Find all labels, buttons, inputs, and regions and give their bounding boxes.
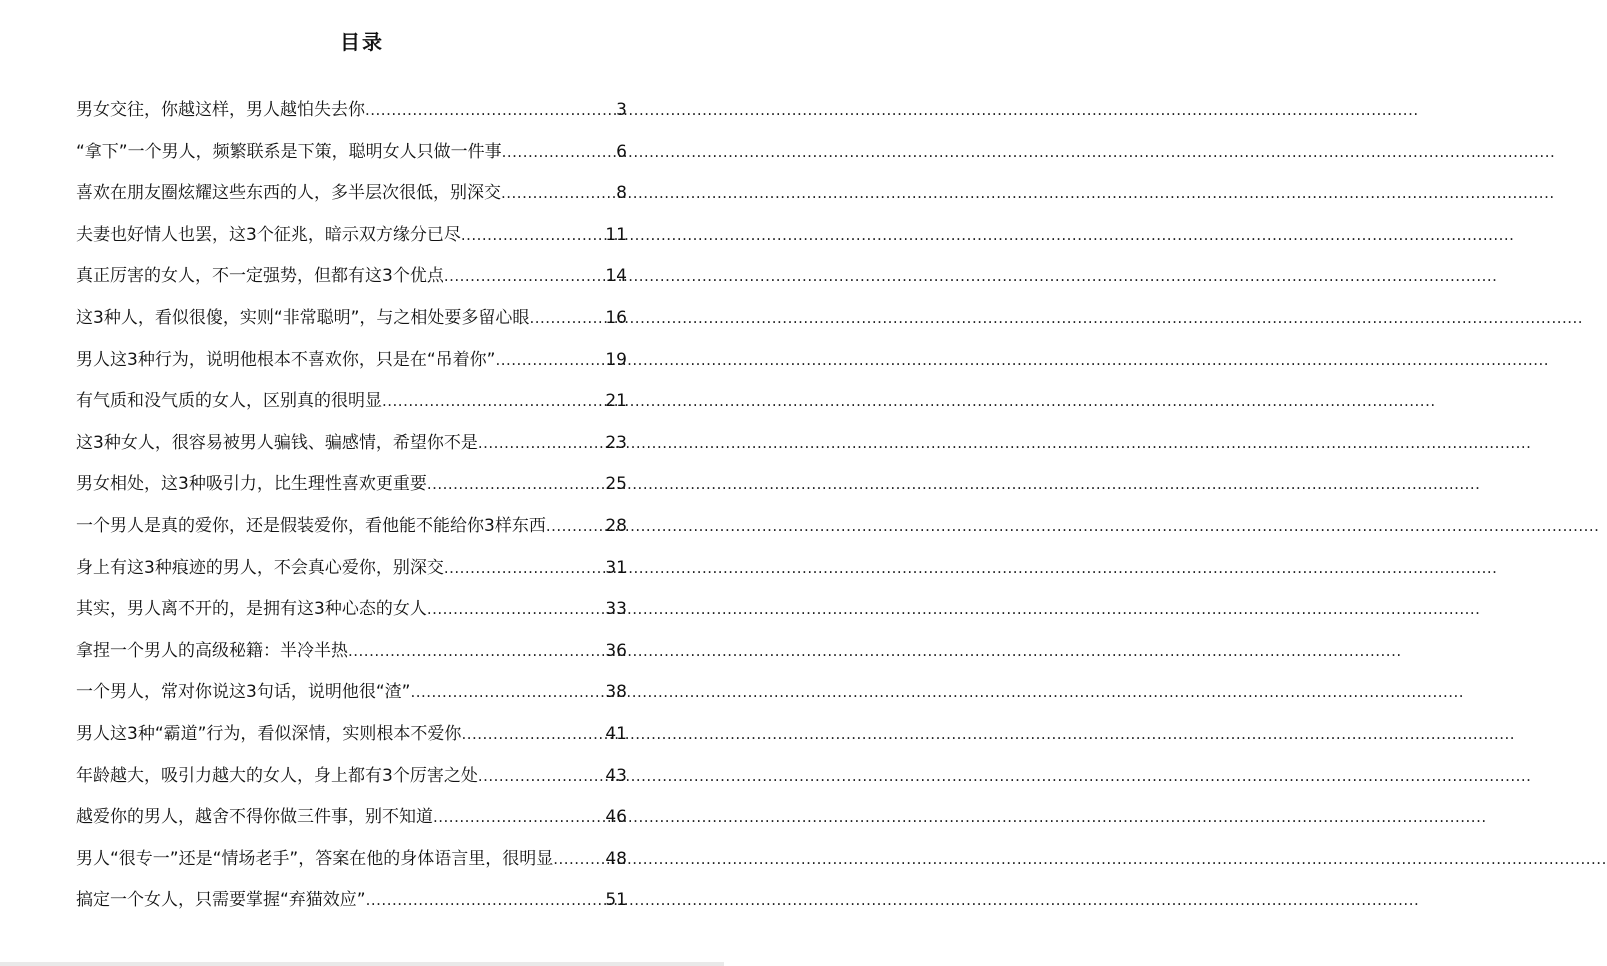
toc-entry-page-number: 3 <box>616 100 627 120</box>
toc-entry-page-number: 48 <box>605 848 627 869</box>
toc-entry-title: 喜欢在朋友圈炫耀这些东西的人，多半层次很低，别深交 <box>76 183 501 204</box>
toc-entry-title: 这3种人，看似很傻，实则“非常聪明”，与之相处要多留心眼 <box>76 307 530 328</box>
toc-entry[interactable] <box>76 594 627 636</box>
toc-entry-title: 拿捏一个男人的高级秘籍：半冷半热 <box>76 640 348 661</box>
dot-leader <box>427 594 605 624</box>
dot-leader <box>546 511 605 541</box>
toc-entry[interactable] <box>76 386 627 428</box>
toc-entry-title: 真正厉害的女人，不一定强势，但都有这3个优点 <box>76 266 444 287</box>
toc-entry-page-number: 33 <box>605 599 627 620</box>
toc-entry-title: 男人“很专一”还是“情场老手”，答案在他的身体语言里，很明显 <box>76 848 554 869</box>
toc-entry-page-number: 11 <box>605 224 627 245</box>
dot-leader <box>366 885 605 915</box>
dot-leader <box>553 844 604 874</box>
toc-entry-page-number: 6 <box>616 141 627 162</box>
document-page <box>0 0 724 966</box>
toc-entry[interactable] <box>76 95 627 137</box>
toc-entry-title: 夫妻也好情人也罢，这3个征兆，暗示双方缘分已尽 <box>76 224 461 245</box>
toc-entry[interactable] <box>76 178 627 220</box>
toc-entry-title: 一个男人，常对你说这3句话，说明他很“渣” <box>76 682 411 703</box>
toc-entry[interactable] <box>76 553 627 595</box>
dot-leader <box>382 386 604 416</box>
dot-leader <box>478 761 605 791</box>
toc-entry[interactable] <box>76 802 627 844</box>
toc-entry-title: 男人这3种行为，说明他根本不喜欢你，只是在“吊着你” <box>76 349 496 370</box>
toc-entry[interactable] <box>76 636 627 678</box>
dot-leader <box>348 636 604 666</box>
dot-leader <box>427 469 605 499</box>
toc-entry-title: 越爱你的男人，越舍不得你做三件事，别不知道 <box>76 807 433 828</box>
dot-leader <box>495 345 604 375</box>
dot-leader <box>461 719 604 749</box>
toc-entry-title: 男女交往，你越这样，男人越怕失去你 <box>76 100 365 120</box>
toc-entry-title: “拿下”一个男人，频繁联系是下策，聪明女人只做一件事 <box>76 141 502 162</box>
toc-entry-page-number: 46 <box>605 807 627 828</box>
toc-entry-title: 一个男人是真的爱你，还是假装爱你，看他能不能给你3样东西 <box>76 515 546 536</box>
toc-entry-page-number: 36 <box>605 640 627 661</box>
toc-entry-page-number: 25 <box>605 474 627 495</box>
toc-entry-page-number: 23 <box>605 432 627 453</box>
toc-entry-page-number: 31 <box>605 557 627 578</box>
dot-leader <box>433 802 604 832</box>
toc-entry[interactable] <box>76 677 627 719</box>
toc-entry-page-number: 14 <box>605 266 627 287</box>
toc-entry[interactable] <box>76 719 627 761</box>
dot-leader <box>365 95 615 125</box>
page-bottom-border <box>0 962 724 966</box>
dot-leader <box>461 220 605 250</box>
toc-entry-title: 男人这3种“霸道”行为，看似深情，实则根本不爱你 <box>76 723 462 744</box>
toc-entry[interactable] <box>76 137 627 179</box>
toc-entry[interactable] <box>76 885 627 927</box>
toc-entry[interactable] <box>76 345 627 387</box>
toc-entry-title: 搞定一个女人，只需要掌握“弃猫效应” <box>76 890 366 911</box>
toc-entry[interactable] <box>76 761 627 803</box>
toc-entry-title: 其实，男人离不开的，是拥有这3种心态的女人 <box>76 599 427 620</box>
page-title: 目录 <box>340 30 384 54</box>
dot-leader <box>444 553 605 583</box>
dot-leader <box>410 677 604 707</box>
toc-entry-title: 男女相处，这3种吸引力，比生理性喜欢更重要 <box>76 474 427 495</box>
toc-entry-title: 年龄越大，吸引力越大的女人，身上都有3个厉害之处 <box>76 765 478 786</box>
toc-entry-title: 这3种女人，很容易被男人骗钱、骗感情，希望你不是 <box>76 432 478 453</box>
toc-entry[interactable] <box>76 469 627 511</box>
dot-leader <box>478 428 605 458</box>
toc-entry-page-number: 38 <box>605 682 627 703</box>
dot-leader <box>501 178 615 208</box>
toc-entry-page-number: 16 <box>605 307 627 328</box>
table-of-contents <box>76 95 627 927</box>
toc-entry[interactable] <box>76 428 627 470</box>
toc-entry-page-number: 8 <box>616 183 627 204</box>
toc-entry-page-number: 51 <box>605 890 627 911</box>
toc-entry-page-number: 28 <box>605 515 627 536</box>
toc-entry[interactable] <box>76 844 627 886</box>
toc-entry[interactable] <box>76 511 627 553</box>
toc-entry[interactable] <box>76 261 627 303</box>
toc-entry-page-number: 21 <box>605 391 627 412</box>
toc-entry-title: 身上有这3种痕迹的男人，不会真心爱你，别深交 <box>76 557 444 578</box>
toc-entry-page-number: 19 <box>605 349 627 370</box>
dot-leader <box>444 261 605 291</box>
toc-entry-page-number: 41 <box>605 723 627 744</box>
toc-entry-page-number: 43 <box>605 765 627 786</box>
toc-entry-title: 有气质和没气质的女人，区别真的很明显 <box>76 391 382 412</box>
toc-entry[interactable] <box>76 220 627 262</box>
toc-entry[interactable] <box>76 303 627 345</box>
dot-leader <box>529 303 604 333</box>
dot-leader <box>502 137 616 167</box>
